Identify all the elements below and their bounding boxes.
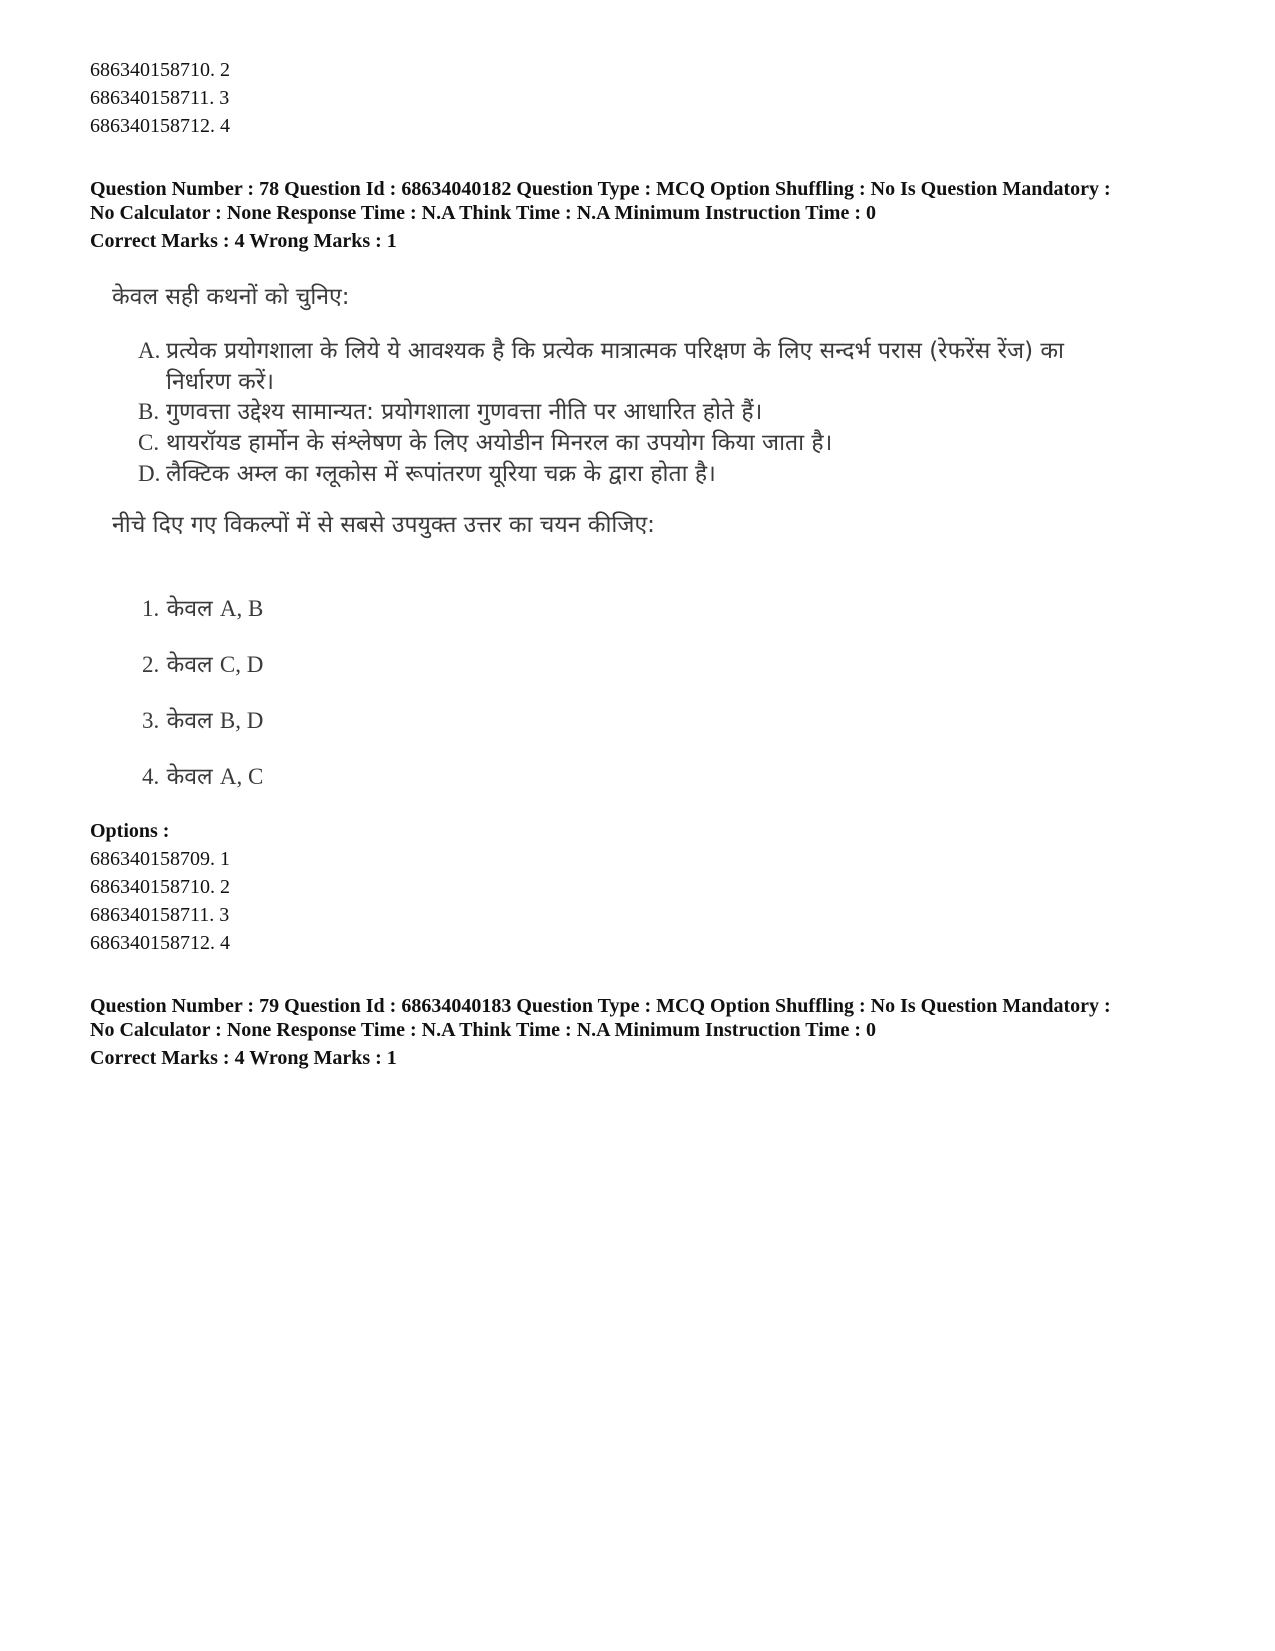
statement-b-letter: B.	[138, 399, 160, 424]
prev-option-4: 686340158712. 4	[90, 115, 230, 137]
question-79-meta-line2: No Calculator : None Response Time : N.A Think Time : N.A Minimum Instruction Time : 0	[90, 1019, 876, 1041]
statement-c-text: थायरॉयड हार्मोन के संश्लेषण के लिए अयोडीन मिनरल का उपयोग किया जाता है।	[166, 430, 833, 456]
choice-3-word: केवल	[166, 708, 213, 734]
choice-1-word: केवल	[166, 596, 213, 622]
prev-option-3: 686340158711. 3	[90, 87, 230, 109]
choice-2	[142, 650, 263, 680]
option-1: 686340158709. 1	[90, 848, 230, 870]
prev-option-2: 686340158710. 2	[90, 59, 230, 81]
statement-d-text: लैक्टिक अम्ल का ग्लूकोस में रूपांतरण यूरिया चक्र के द्वारा होता है।	[166, 461, 716, 487]
choice-4	[142, 762, 263, 792]
choice-2-code: C, D	[219, 652, 264, 677]
question-79-meta	[90, 994, 1200, 1042]
statement-c	[138, 427, 832, 459]
statement-a	[138, 335, 1138, 398]
choice-4-number: 4.	[142, 764, 160, 789]
choice-4-word: केवल	[166, 764, 213, 790]
statement-b-text: गुणवत्ता उद्देश्य सामान्यत: प्रयोगशाला गुणवत्ता नीति पर आधारित होते हैं।	[166, 399, 763, 425]
option-2: 686340158710. 2	[90, 876, 230, 898]
option-3: 686340158711. 3	[90, 904, 230, 926]
choice-3	[142, 706, 263, 736]
choice-1-code: A, B	[219, 596, 264, 621]
statement-b	[138, 396, 762, 428]
option-4: 686340158712. 4	[90, 932, 230, 954]
choice-2-word: केवल	[166, 652, 213, 678]
choice-4-code: A, C	[219, 764, 264, 789]
question-79-meta-line1: Question Number : 79 Question Id : 68634040183 Question Type : MCQ Option Shuffling : No Is Question Mandatory :	[90, 995, 1111, 1017]
choice-1-number: 1.	[142, 596, 160, 621]
statement-c-letter: C.	[138, 430, 160, 455]
choice-2-number: 2.	[142, 652, 160, 677]
choice-1	[142, 594, 263, 624]
question-78-marks: Correct Marks : 4 Wrong Marks : 1	[90, 230, 397, 252]
question-78-meta	[90, 177, 1200, 225]
statement-d	[138, 458, 716, 490]
statement-a-text-cont: निर्धारण करें।	[166, 369, 274, 395]
statement-a-text: प्रत्येक प्रयोगशाला के लिये ये आवश्यक है कि प्रत्येक मात्रात्मक परिक्षण के लिए सन्दर्भ परास (रेफरेंस रेंज) का	[166, 338, 1064, 364]
question-78-prompt: केवल सही कथनों को चुनिए:	[112, 284, 350, 310]
statement-d-letter: D.	[138, 461, 161, 486]
question-78-meta-line1: Question Number : 78 Question Id : 68634040182 Question Type : MCQ Option Shuffling : No Is Question Mandatory :	[90, 178, 1111, 200]
options-label: Options :	[90, 820, 170, 842]
question-78-meta-line2: No Calculator : None Response Time : N.A Think Time : N.A Minimum Instruction Time : 0	[90, 202, 876, 224]
question-78-instruction: नीचे दिए गए विकल्पों में से सबसे उपयुक्त उत्तर का चयन कीजिए:	[112, 512, 655, 538]
statement-a-letter: A.	[138, 338, 161, 363]
question-79-marks: Correct Marks : 4 Wrong Marks : 1	[90, 1047, 397, 1069]
choice-3-number: 3.	[142, 708, 160, 733]
choice-3-code: B, D	[219, 708, 264, 733]
